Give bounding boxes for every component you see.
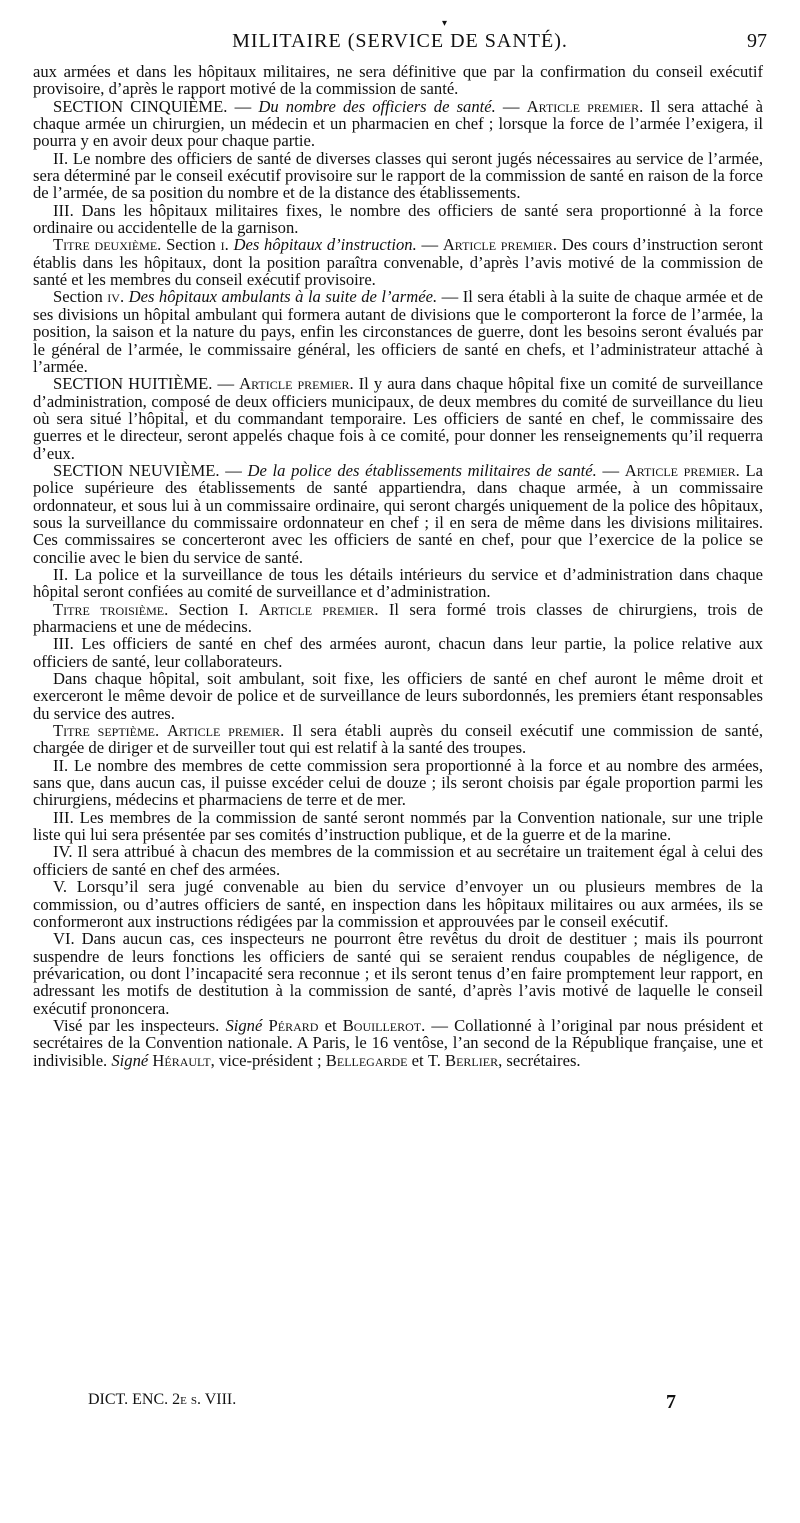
small-caps-run: Titre deuxième. (53, 235, 162, 255)
paragraph (33, 878, 763, 930)
italic-run: Signé (225, 1015, 263, 1035)
paragraph (33, 462, 763, 566)
italic-run: Des hôpitaux d’instruction. (233, 235, 417, 255)
small-caps-run: Hérault, (152, 1050, 215, 1070)
small-caps-run: Article premier. (526, 96, 644, 116)
text-run: et (318, 1015, 343, 1035)
page-title: MILITAIRE (SERVICE DE SANTÉ). (232, 30, 568, 52)
signature-mark: DICT. ENC. 2e s. VIII. (88, 1391, 237, 1408)
small-caps-run: Bouillerot. (342, 1015, 426, 1035)
paragraph (33, 288, 763, 375)
text-run: aux armées et dans les hôpitaux militaires, ne sera définitive que par la confirmation du conseil exécutif provisoire, d’après le rapport motivé de la commission de santé. (33, 62, 763, 99)
text-run: — Collationné à l’original par nous président et secrétaires de la Convention nationale. A Paris, le 16 ventôse, l’an second de la République française, une et indivisible. (33, 1015, 763, 1070)
small-caps-run: Titre septième. (53, 721, 160, 741)
text-run: secrétaires. (502, 1050, 581, 1070)
small-caps-run: Article premier. (167, 721, 285, 741)
text-run (159, 721, 167, 740)
small-caps-run: Titre troisième. (53, 599, 169, 619)
italic-run: Du nombre des officiers de santé. (258, 96, 496, 116)
text-run: vice-président ; (214, 1050, 326, 1070)
text-run: II. La police et la surveillance de tous les détails intérieurs du service et d’administration dans chaque hôpital seront confiées au comité de surveillance et d’administration. (33, 564, 763, 602)
text-run: III. Les membres de la commission de santé seront nommés par la Convention nationale, sur une triple liste qui lui sera présentée par ses comités d’instruction publique, et de la guerre et de la marine. (33, 807, 763, 845)
paragraph (33, 809, 763, 844)
small-caps-run: T. Berlier, (427, 1050, 503, 1070)
text-run: Section I. (168, 599, 259, 619)
text-run: Visé par les inspecteurs. (53, 1015, 226, 1035)
text-run: Il y aura dans chaque hôpital fixe un comité de surveillance d’administration, composé de deux officiers municipaux, de deux membres du comité de surveillance du lieu où sera situé l’hôpital, et du commandant temporaire. Les officiers de santé en chef, le commissaire des guerres et le directeur, seront appelés chaque fois à ce comité, pour donner les renseignements qu’il requerra d’eux. (33, 374, 764, 463)
small-caps-run: Article premier. (258, 599, 379, 619)
text-run: Section (53, 287, 108, 307)
text-run: Des cours d’instruction seront établis dans les hôpitaux, dont la position paraîtra convenable, d’après l’avis motivé de la commission de santé et les membres du conseil exécutif provisoire. (33, 235, 764, 290)
body-text (33, 63, 763, 1069)
small-caps-run: i. (220, 235, 229, 255)
text-run: SECTION NEUVIÈME. — (53, 460, 248, 480)
text-run: II. Le nombre des officiers de santé de diverses classes qui seront jugés nécessaires au service de l’armée, sera déterminé par le conseil exécutif provisoire sur le rapport de la commission de santé en raison de la force de l’armée, de sa position du nombre et de la distance des établissements. (33, 148, 763, 203)
paragraph (33, 722, 763, 757)
print-mark: ▾ (442, 18, 448, 29)
paragraph (33, 601, 763, 636)
text-run: SECTION HUITIÈME. — (53, 374, 240, 394)
text-run: III. Les officiers de santé en chef des armées auront, chacun dans leur partie, la police relative aux officiers de santé, leur collaborateurs. (33, 634, 763, 671)
text-run: VI. Dans aucun cas, ces inspecteurs ne pourront être revêtus du droit de destituer ; mais ils pourront suspendre de leurs fonctions les officiers de santé qui se seraient rendus coupables de négligence, de prévarication, ou dont l’incapacité sera reconnue ; et ils seront tenus d’en faire promptement leur rapport, en adressant les motifs de destitution à la commission de santé, d’après l’avis motivé de laquelle le conseil exécutif prononcera. (33, 929, 763, 1018)
text-run: Dans chaque hôpital, soit ambulant, soit fixe, les officiers de santé en chef auront le même droit et exerceront le même devoir de police et de surveillance de leurs subordonnés, les premiers étant responsables du service des autres. (33, 669, 763, 723)
running-header (0, 30, 800, 56)
italic-run: Des hôpitaux ambulants à la suite de l’armée. (128, 287, 438, 307)
text-run: — (416, 235, 443, 255)
paragraph (33, 150, 763, 202)
paragraph (33, 843, 763, 878)
text-run: Il sera attaché à chaque armée un chirurgien, un médecin et un pharmacien en chef ; lorsque la force de l’armée l’exigera, il pourra y en avoir deux pour chaque partie. (33, 96, 764, 151)
italic-run: De la police des établissements militaires de santé. (247, 460, 597, 480)
paragraph (33, 98, 763, 150)
paragraph (33, 236, 763, 288)
small-caps-run: Article premier. (442, 235, 557, 255)
paragraph (33, 63, 763, 98)
small-caps-run: Pérard (268, 1015, 319, 1035)
italic-run: Signé (111, 1050, 149, 1070)
text-run: — (495, 96, 527, 116)
paragraph (33, 202, 763, 237)
small-caps-run: Bellegarde (325, 1050, 408, 1070)
paragraph (33, 566, 763, 601)
paragraph (33, 757, 763, 809)
text-run: Il sera formé trois classes de chirurgiens, trois de pharmaciens et une de médecins. (33, 599, 764, 636)
paragraph (33, 670, 763, 722)
small-caps-run: Article premier. (624, 460, 740, 480)
paragraph (33, 375, 763, 462)
sheet-number: 7 (666, 1391, 676, 1413)
paragraph (33, 1017, 763, 1069)
text-run: III. Dans les hôpitaux militaires fixes, le nombre des officiers de santé sera proportionné à la force ordinaire ou accidentelle de la garnison. (33, 200, 763, 238)
text-run: Il sera établi auprès du conseil exécutif une commission de santé, chargée de diriger et de surveiller tout qui est relatif à la santé des troupes. (33, 721, 764, 758)
text-run: II. Le nombre des membres de cette commission sera proportionné à la force et au nombre des armées, sans que, dans aucun cas, il puisse excéder celui de douze ; ils seront choisis par égale proportion parmi les chirurgiens, médecins et pharmaciens de terre et de mer. (33, 755, 763, 810)
paragraph (33, 930, 763, 1017)
text-run: — (596, 460, 625, 480)
text-run: V. Lorsqu’il sera jugé convenable au bien du service d’envoyer un ou plusieurs membres de la commission, ou d’autres officiers de santé, en inspection dans les hôpitaux militaires ou aux armées, ils se conformeront aux instructions rédigées par la commission et approuvées par le conseil exécutif. (33, 877, 763, 931)
small-caps-run: iv. (107, 287, 125, 307)
paragraph (33, 635, 763, 670)
text-run: La police supérieure des établissements de santé appartiendra, dans chaque armée, à un commissaire ordonnateur, et sous lui à un commissaire ordinaire, qui seront chargés uniquement de la police des hôpitaux, sous la surveillance du commissaire ordonnateur en chef ; il en sera de même dans les divisions militaires. Ces commissaires se concerteront avec les officiers de santé en chef, pour que l’exercice de la police se concilie avec le bien du service de santé. (33, 460, 764, 567)
text-run: IV. Il sera attribué à chacun des membres de la commission et au secrétaire un traitement égal à celui des officiers de santé en chef des armées. (33, 842, 763, 879)
page-footer (88, 1391, 688, 1415)
text-run: — Il sera établi à la suite de chaque armée et de ses divisions un hôpital ambulant qui formera autant de divisions que le comporteront la force de l’armée, la position, la saison et la nature du pays, enfin les circonstances de guerre, dont les besoins seront évalués par le général de l’armée, le commissaire général, les officiers de santé en chefs, et l’administrateur attaché à l’armée. (33, 287, 764, 376)
text-run: Section (161, 235, 221, 255)
text-run: et (407, 1050, 428, 1070)
small-caps-run: Article premier. (239, 374, 354, 394)
page-number: 97 (747, 30, 767, 52)
text-run: SECTION CINQUIÈME. — (53, 96, 259, 116)
